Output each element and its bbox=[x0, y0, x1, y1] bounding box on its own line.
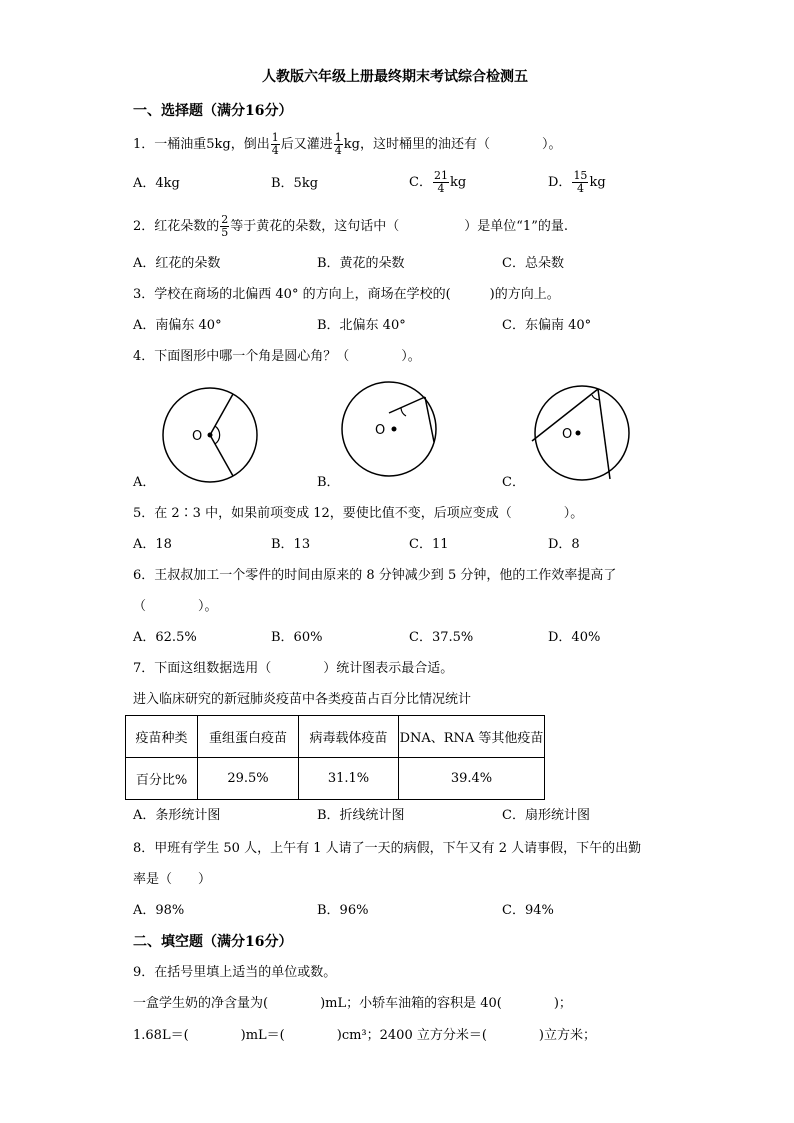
circle-a-center-dot bbox=[208, 433, 213, 438]
q1-text-part1: 1．一桶油重5kg，倒出 bbox=[133, 137, 270, 152]
q2-option-c: C．总朵数 bbox=[502, 256, 564, 271]
q2-option-b: B．黄花的朵数 bbox=[317, 256, 405, 271]
q4-option-a: A． bbox=[133, 475, 156, 490]
fraction-one-quarter: $\frac{1}{4}$ bbox=[271, 131, 279, 157]
page-title: 人教版六年级上册最终期末考试综合检测五 bbox=[262, 69, 528, 85]
q6-option-a: A．62.5% bbox=[133, 630, 197, 645]
section-fill-heading: 二、填空题（满分16分） bbox=[133, 934, 293, 950]
question-6-stem-line1: 6．王叔叔加工一个零件的时间由原来的 8 分钟减少到 5 分钟，他的工作效率提高了 bbox=[133, 568, 617, 583]
q3-option-c: C．东偏南 40° bbox=[502, 318, 592, 333]
section-choice-heading: 一、选择题（满分16分） bbox=[133, 103, 293, 119]
circle-figure-b bbox=[338, 378, 443, 483]
question-8-stem-line2: 率是（ ） bbox=[133, 872, 212, 887]
table-header-cell: DNA、RNA 等其他疫苗 bbox=[399, 716, 545, 758]
table-header-row bbox=[126, 716, 545, 758]
q6-option-d: D．40% bbox=[548, 630, 601, 645]
table-cell: 31.1% bbox=[299, 758, 399, 800]
q3-option-b: B．北偏东 40° bbox=[317, 318, 406, 333]
fraction-15-4: $\frac{15}{4}$ bbox=[573, 169, 588, 195]
circle-a-angle-arc bbox=[215, 426, 220, 444]
question-2-stem: 2．红花朵数的 $\frac{2}{5}$ 等于黄花的朵数，这句话中（ ）是单位“1”的量. bbox=[133, 213, 568, 239]
question-5-stem: 5．在 2∶3 中，如果前项变成 12，要使比值不变，后项应变成（ ）。 bbox=[133, 506, 584, 521]
circle-figure-c bbox=[530, 383, 640, 483]
question-7-stem: 7．下面这组数据选用（ ）统计图表示最合适。 bbox=[133, 661, 454, 676]
circle-c-outline bbox=[535, 386, 629, 480]
q6-option-c: C．37.5% bbox=[409, 630, 474, 645]
table-header-cell: 病毒载体疫苗 bbox=[299, 716, 399, 758]
circle-b-outline bbox=[342, 382, 436, 476]
circle-b-center-dot bbox=[392, 427, 397, 432]
q8-option-b: B．96% bbox=[317, 903, 369, 918]
q7-option-a: A．条形统计图 bbox=[133, 808, 221, 823]
q1-text-part2: 后又灌进 bbox=[280, 137, 333, 152]
q5-option-b: B．13 bbox=[271, 537, 311, 552]
fraction-two-fifths: $\frac{2}{5}$ bbox=[221, 213, 229, 239]
circle-b-angle-arc bbox=[401, 408, 406, 416]
q5-option-d: D．8 bbox=[548, 537, 580, 552]
q4-option-b: B． bbox=[317, 475, 340, 490]
vaccine-table bbox=[125, 715, 545, 800]
question-1-stem bbox=[133, 130, 561, 160]
table-cell: 百分比% bbox=[126, 758, 198, 800]
q8-option-a: A．98% bbox=[133, 903, 185, 918]
circle-a-radius-2 bbox=[210, 435, 233, 476]
q3-option-a: A．南偏东 40° bbox=[133, 318, 222, 333]
circle-c-center-dot bbox=[576, 431, 581, 436]
q1-option-b: B．5kg bbox=[271, 176, 319, 191]
q1-option-a: A．4kg bbox=[133, 176, 180, 191]
q6-option-b: B．60% bbox=[271, 630, 323, 645]
q1-option-c: C． $\frac{21}{4}$ kg bbox=[409, 169, 467, 195]
question-8-stem-line1: 8．甲班有学生 50 人，上午有 1 人请了一天的病假，下午又有 2 人请事假，下午的出勤 bbox=[133, 841, 642, 856]
question-3-stem: 3．学校在商场的北偏西 40° 的方向上，商场在学校的( )的方向上。 bbox=[133, 287, 560, 302]
circle-a-radius-1 bbox=[210, 394, 233, 435]
fraction-21-4: $\frac{21}{4}$ bbox=[433, 169, 448, 195]
q8-option-c: C．94% bbox=[502, 903, 554, 918]
table-row bbox=[126, 758, 545, 800]
circle-c-center-label: O bbox=[562, 427, 573, 442]
q7-table-caption: 进入临床研究的新冠肺炎疫苗中各类疫苗占百分比情况统计 bbox=[133, 692, 472, 707]
circle-a-center-label: O bbox=[192, 429, 203, 444]
q9-line-2: 1.68L＝( )mL＝( )cm³；2400 立方分米＝( )立方米； bbox=[133, 1028, 597, 1043]
circle-b-center-label: O bbox=[375, 423, 386, 438]
question-4-stem: 4．下面图形中哪一个角是圆心角？（ ）。 bbox=[133, 349, 421, 364]
q1-option-d: D． $\frac{15}{4}$ kg bbox=[548, 169, 606, 195]
table-header-cell: 重组蛋白疫苗 bbox=[198, 716, 299, 758]
table-header-cell: 疫苗种类 bbox=[126, 716, 198, 758]
circle-c-chord-2 bbox=[598, 389, 610, 479]
q2-option-a: A．红花的朵数 bbox=[133, 256, 221, 271]
question-6-stem-line2: （ ）。 bbox=[133, 599, 218, 614]
q5-option-c: C．11 bbox=[409, 537, 449, 552]
q7-option-b: B．折线统计图 bbox=[317, 808, 405, 823]
circle-b-line-1 bbox=[389, 397, 425, 413]
q9-line-1: 一盒学生奶的净含量为( )mL；小轿车油箱的容积是 40( )； bbox=[133, 996, 572, 1011]
q4-option-c: C． bbox=[502, 475, 525, 490]
q7-option-c: C．扇形统计图 bbox=[502, 808, 590, 823]
question-9-stem: 9．在括号里填上适当的单位或数。 bbox=[133, 965, 337, 980]
q1-text-part3: kg，这时桶里的油还有（ ）。 bbox=[343, 137, 562, 152]
table-cell: 29.5% bbox=[198, 758, 299, 800]
fraction-one-quarter-2: $\frac{1}{4}$ bbox=[334, 131, 342, 157]
q5-option-a: A．18 bbox=[133, 537, 172, 552]
table-cell: 39.4% bbox=[399, 758, 545, 800]
circle-figure-a bbox=[155, 385, 275, 485]
